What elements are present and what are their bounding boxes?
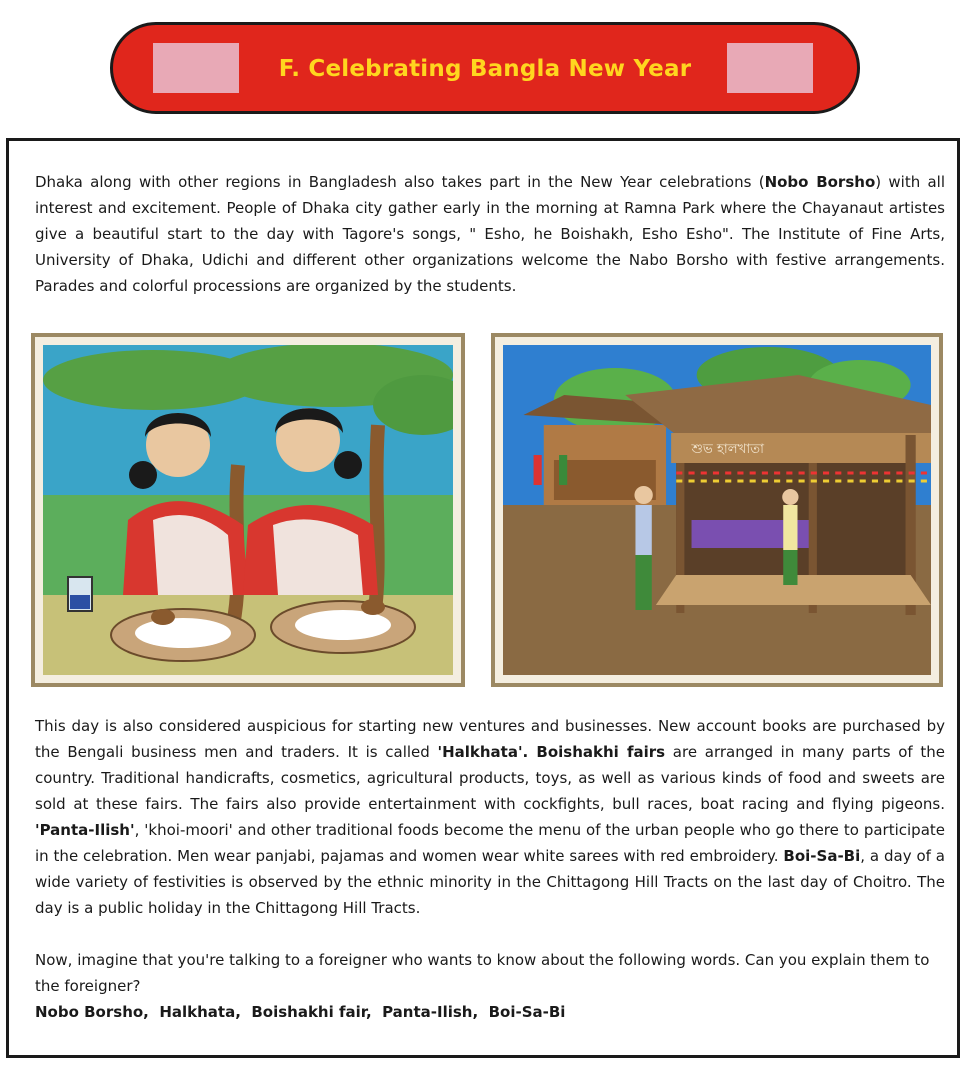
intro-text-1: Dhaka along with other regions in Bangladesh also takes part in the New Year celebrations ( [35, 173, 765, 191]
intro-paragraph [35, 169, 945, 299]
image-women-eating [31, 333, 465, 687]
title-banner [110, 22, 860, 114]
body-bold-panta-ilish: 'Panta-Ilish' [35, 821, 135, 839]
illustration-boishakhi-fair [503, 345, 931, 675]
halkhata-sign: শুভ হালখাতা [691, 442, 764, 457]
body-text-4: , a day of a wide variety of festivities is observed by the ethnic minority in the Chittagong Hill Tracts on the last day of Choitro. The day is a public holiday in the Chittagong Hill Tracts. [35, 847, 945, 917]
section-title: F. Celebrating Bangla New Year [278, 56, 692, 82]
illustration-women-eating [43, 345, 453, 675]
intro-text-2: ) with all interest and excitement. People of Dhaka city gather early in the morning at Ramna Park where the Chayanaut artistes give a beautiful start to the day with Tagore's songs, " Esho, he Boishakh, Esho Esho". The Institute of Fine Arts, University of Dhaka, Udichi and different other organizations welcome the Nabo Borsho with festive arrangements. Parades and colorful processions are organized by the students. [35, 173, 946, 295]
intro-bold-nobo-borsho: Nobo Borsho [764, 173, 876, 191]
body-bold-boi-sa-bi: Boi-Sa-Bi [783, 847, 861, 865]
body-text-2: are arranged in many parts of the country. Traditional handicrafts, cosmetics, agricultural products, toys, as well as various kinds of food and sweets are sold at these fairs. The fairs also provide entertainment with cockfights, bull races, boat racing and flying pigeons. [35, 743, 945, 813]
task-word-list: Nobo Borsho, Halkhata, Boishakhi fair, Panta-Ilish, Boi-Sa-Bi [35, 1003, 566, 1021]
content-frame [6, 138, 960, 1058]
body-bold-halkhata: 'Halkhata'. Boishakhi fairs [437, 743, 666, 761]
image-boishakhi-fair [491, 333, 943, 687]
task-section [35, 947, 945, 1025]
body-text-3: , 'khoi-moori' and other traditional foods become the menu of the urban people who go there to participate in the celebration. Men wear panjabi, pajamas and women wear white sarees with red embroidery. [35, 821, 945, 865]
task-prompt: Now, imagine that you're talking to a foreigner who wants to know about the following words. Can you explain them to the foreigner? [35, 951, 930, 995]
body-paragraph [35, 713, 945, 921]
body-text-1: This day is also considered auspicious for starting new ventures and businesses. New account books are purchased by the Bengali business men and traders. It is called [35, 717, 945, 761]
